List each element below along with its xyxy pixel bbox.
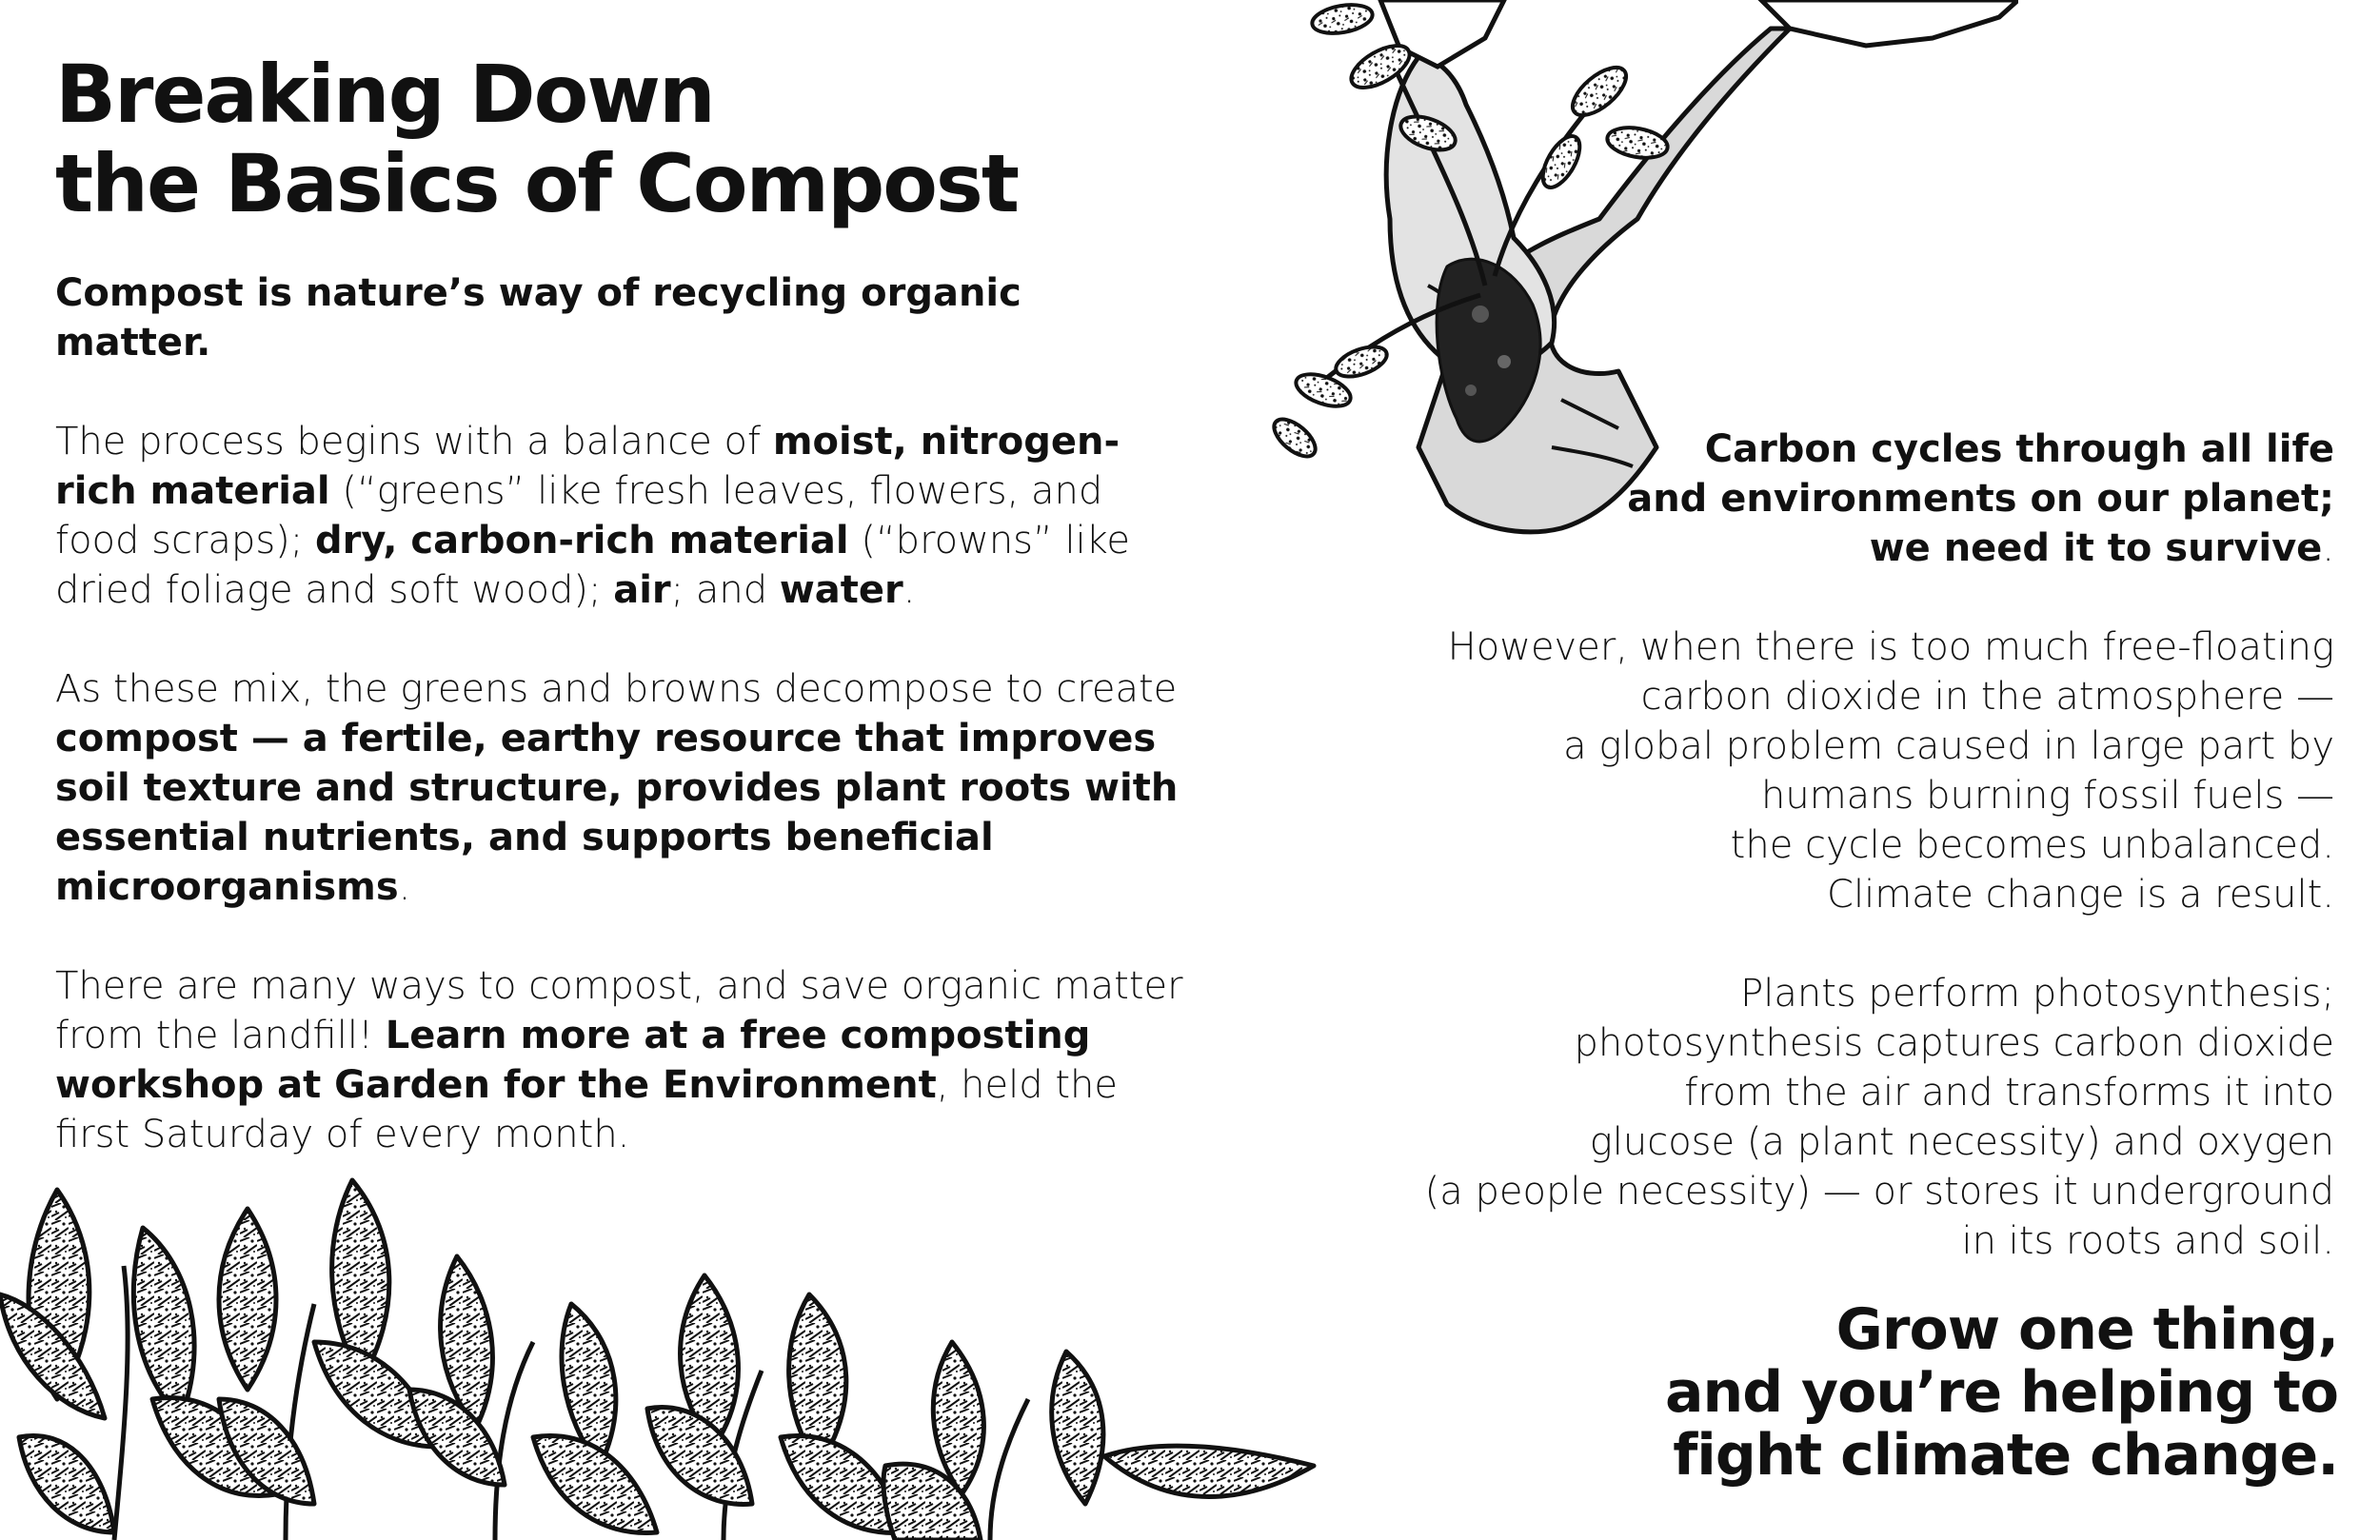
carbon-cycle-paragraph: Carbon cycles through all life and environments on our planet; we need it to survive. xyxy=(1627,427,2334,570)
lead-paragraph: Compost is nature’s way of recycling organic matter. xyxy=(55,271,1021,365)
right-column xyxy=(1306,424,2334,1315)
closing-statement: Grow one thing, and you’re helping to fight climate change. xyxy=(1665,1296,2338,1489)
workshop-callout: Learn more at a free composting workshop at Garden for the Environment xyxy=(55,1014,1091,1107)
left-column xyxy=(55,268,1188,1209)
photosynthesis-paragraph: Plants perform photosynthesis; photosynthesis captures carbon dioxide from the air and transforms it into glucose (a plant necessity) and oxygen (a people necessity) — or stores it underground in its roots and soil. xyxy=(1424,972,2334,1263)
leafy-plants-illustration xyxy=(0,1152,1352,1540)
decompose-paragraph: As these mix, the greens and browns decompose to create compost — a fertile, earthy resource that improves soil texture and structure, provides plant roots with essential nutrients, and supports beneficial microorganisms. xyxy=(55,667,1179,909)
workshop-paragraph: There are many ways to compost, and save organic matter from the landfill! Learn more at a free composting workshop at Garden for the Environment, held the first Saturday of every month. xyxy=(55,964,1183,1156)
process-paragraph: The process begins with a balance of moist, nitrogen-rich material (“greens” like fresh leaves, flowers, and food scraps); dry, carbon-rich material (“browns” like dried foliage and soft wood); air; and water. xyxy=(55,420,1131,612)
title-line-2: the Basics of Compost xyxy=(55,137,1019,230)
title-line-1: Breaking Down xyxy=(55,48,714,141)
page-title xyxy=(55,49,1018,228)
term-water: water xyxy=(779,568,903,612)
term-air: air xyxy=(613,568,671,612)
hands-seedling-illustration xyxy=(1104,0,2018,552)
compost-definition: compost — a fertile, earthy resource that improves soil texture and structure, provides plant roots with essential nutrients, and supports beneficial microorganisms xyxy=(55,717,1179,909)
term-browns: dry, carbon-rich material xyxy=(314,519,849,563)
term-greens: moist, nitrogen-rich material xyxy=(55,420,1121,513)
imbalance-paragraph: However, when there is too much free-floating carbon dioxide in the atmosphere — a global problem caused in large part by humans burning fossil fuels — the cycle becomes unbalanced. Climate change is a result. xyxy=(1447,625,2334,917)
